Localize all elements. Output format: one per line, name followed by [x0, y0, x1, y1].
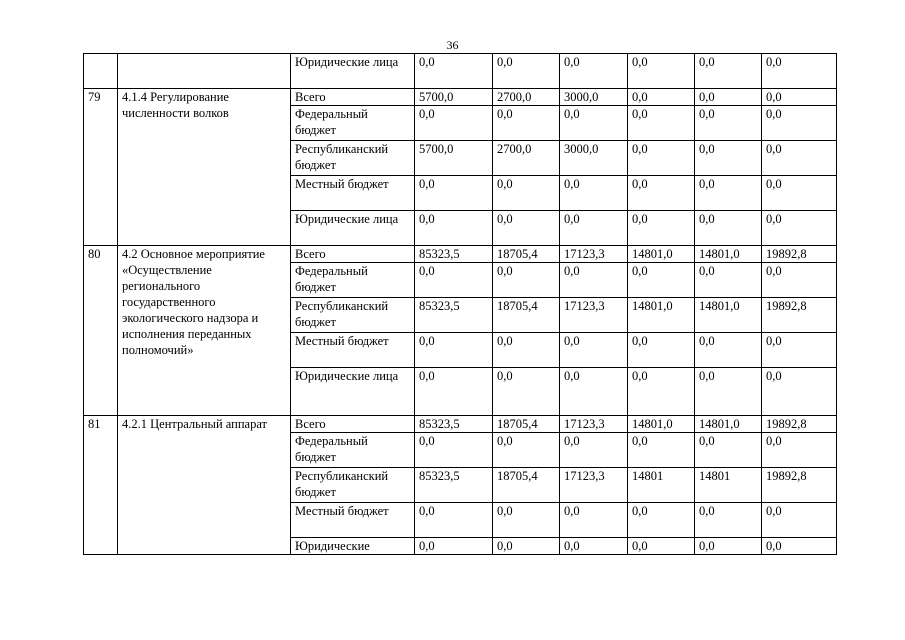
table-body: [84, 54, 837, 555]
amount-cell: 0,0: [415, 106, 493, 141]
amount-cell: 0,0: [762, 211, 837, 246]
amount-cell: 0,0: [762, 538, 837, 555]
amount-cell: 0,0: [695, 503, 762, 538]
amount-cell: 0,0: [695, 211, 762, 246]
amount-cell: 18705,4: [493, 246, 560, 263]
amount-cell: 0,0: [415, 538, 493, 555]
amount-cell: 14801,0: [695, 246, 762, 263]
amount-cell: 18705,4: [493, 468, 560, 503]
amount-cell: 19892,8: [762, 246, 837, 263]
amount-cell: 0,0: [762, 368, 837, 416]
amount-cell: 0,0: [493, 176, 560, 211]
amount-cell: 0,0: [415, 176, 493, 211]
amount-cell: 0,0: [762, 54, 837, 89]
amount-cell: 0,0: [695, 89, 762, 106]
row-number-cell: 79: [84, 89, 118, 246]
table-row: [84, 54, 837, 89]
amount-cell: 0,0: [560, 106, 628, 141]
amount-cell: 0,0: [493, 54, 560, 89]
amount-cell: 0,0: [762, 433, 837, 468]
amount-cell: 17123,3: [560, 416, 628, 433]
amount-cell: 0,0: [415, 54, 493, 89]
amount-cell: 0,0: [493, 433, 560, 468]
amount-cell: 0,0: [560, 368, 628, 416]
amount-cell: 0,0: [762, 176, 837, 211]
amount-cell: 0,0: [628, 106, 695, 141]
amount-cell: 0,0: [695, 333, 762, 368]
amount-cell: 0,0: [695, 141, 762, 176]
amount-cell: 14801,0: [695, 298, 762, 333]
amount-cell: 0,0: [493, 333, 560, 368]
amount-cell: 0,0: [415, 211, 493, 246]
amount-cell: 0,0: [560, 54, 628, 89]
amount-cell: 0,0: [628, 503, 695, 538]
amount-cell: 0,0: [628, 538, 695, 555]
amount-cell: 17123,3: [560, 468, 628, 503]
funding-source-cell: Республиканский бюджет: [291, 298, 415, 333]
amount-cell: 19892,8: [762, 468, 837, 503]
activity-name-cell: [118, 54, 291, 89]
amount-cell: 0,0: [415, 433, 493, 468]
funding-source-cell: Федеральный бюджет: [291, 106, 415, 141]
amount-cell: 14801: [695, 468, 762, 503]
table-row: [84, 89, 837, 106]
amount-cell: 0,0: [762, 106, 837, 141]
amount-cell: 18705,4: [493, 298, 560, 333]
amount-cell: 0,0: [493, 538, 560, 555]
amount-cell: 0,0: [493, 106, 560, 141]
amount-cell: 5700,0: [415, 89, 493, 106]
table-row: [84, 246, 837, 263]
amount-cell: 0,0: [628, 89, 695, 106]
amount-cell: 18705,4: [493, 416, 560, 433]
row-number-cell: 81: [84, 416, 118, 555]
amount-cell: 0,0: [695, 176, 762, 211]
amount-cell: 5700,0: [415, 141, 493, 176]
amount-cell: 14801,0: [628, 298, 695, 333]
amount-cell: 0,0: [560, 538, 628, 555]
amount-cell: 0,0: [628, 368, 695, 416]
amount-cell: 0,0: [762, 503, 837, 538]
amount-cell: 0,0: [560, 503, 628, 538]
funding-source-cell: Юридические: [291, 538, 415, 555]
amount-cell: 0,0: [628, 54, 695, 89]
amount-cell: 0,0: [628, 176, 695, 211]
amount-cell: 0,0: [695, 538, 762, 555]
amount-cell: 0,0: [493, 368, 560, 416]
amount-cell: 3000,0: [560, 89, 628, 106]
amount-cell: 0,0: [560, 333, 628, 368]
amount-cell: 0,0: [493, 211, 560, 246]
table-row: [84, 416, 837, 433]
funding-source-cell: Федеральный бюджет: [291, 433, 415, 468]
page-number: 36: [446, 38, 459, 52]
amount-cell: 0,0: [762, 89, 837, 106]
amount-cell: 0,0: [695, 368, 762, 416]
activity-name-cell: 4.2.1 Центральный аппарат: [118, 416, 291, 555]
amount-cell: 17123,3: [560, 246, 628, 263]
amount-cell: 0,0: [762, 263, 837, 298]
activity-name-cell: 4.2 Основное мероприятие «Осуществление регионального государственного экологического надзора и исполнения переданных полномочий»: [118, 246, 291, 416]
funding-source-cell: Всего: [291, 246, 415, 263]
budget-table: [83, 53, 837, 555]
amount-cell: 0,0: [628, 433, 695, 468]
amount-cell: 0,0: [695, 263, 762, 298]
amount-cell: 0,0: [628, 333, 695, 368]
amount-cell: 0,0: [628, 141, 695, 176]
amount-cell: 0,0: [695, 433, 762, 468]
amount-cell: 85323,5: [415, 298, 493, 333]
funding-source-cell: Юридические лица: [291, 54, 415, 89]
amount-cell: 0,0: [628, 211, 695, 246]
amount-cell: 2700,0: [493, 141, 560, 176]
amount-cell: 19892,8: [762, 298, 837, 333]
amount-cell: 0,0: [762, 333, 837, 368]
amount-cell: 0,0: [628, 263, 695, 298]
funding-source-cell: Всего: [291, 89, 415, 106]
amount-cell: 0,0: [560, 433, 628, 468]
funding-source-cell: Всего: [291, 416, 415, 433]
row-number-cell: [84, 54, 118, 89]
row-number-cell: 80: [84, 246, 118, 416]
amount-cell: 0,0: [415, 368, 493, 416]
amount-cell: 14801,0: [628, 246, 695, 263]
funding-source-cell: Юридические лица: [291, 368, 415, 416]
amount-cell: 14801: [628, 468, 695, 503]
amount-cell: 2700,0: [493, 89, 560, 106]
funding-source-cell: Местный бюджет: [291, 503, 415, 538]
amount-cell: 0,0: [762, 141, 837, 176]
amount-cell: 85323,5: [415, 246, 493, 263]
funding-source-cell: Местный бюджет: [291, 333, 415, 368]
funding-source-cell: Местный бюджет: [291, 176, 415, 211]
amount-cell: 85323,5: [415, 416, 493, 433]
funding-source-cell: Республиканский бюджет: [291, 141, 415, 176]
amount-cell: 0,0: [695, 54, 762, 89]
funding-source-cell: Республиканский бюджет: [291, 468, 415, 503]
amount-cell: 0,0: [560, 211, 628, 246]
amount-cell: 14801,0: [628, 416, 695, 433]
funding-source-cell: Федеральный бюджет: [291, 263, 415, 298]
funding-source-cell: Юридические лица: [291, 211, 415, 246]
amount-cell: 0,0: [415, 333, 493, 368]
amount-cell: 0,0: [493, 503, 560, 538]
amount-cell: 19892,8: [762, 416, 837, 433]
amount-cell: 85323,5: [415, 468, 493, 503]
amount-cell: 0,0: [493, 263, 560, 298]
activity-name-cell: 4.1.4 Регулирование численности волков: [118, 89, 291, 246]
amount-cell: 0,0: [415, 503, 493, 538]
amount-cell: 3000,0: [560, 141, 628, 176]
amount-cell: 0,0: [560, 176, 628, 211]
amount-cell: 0,0: [415, 263, 493, 298]
amount-cell: 17123,3: [560, 298, 628, 333]
amount-cell: 0,0: [695, 106, 762, 141]
amount-cell: 14801,0: [695, 416, 762, 433]
amount-cell: 0,0: [560, 263, 628, 298]
